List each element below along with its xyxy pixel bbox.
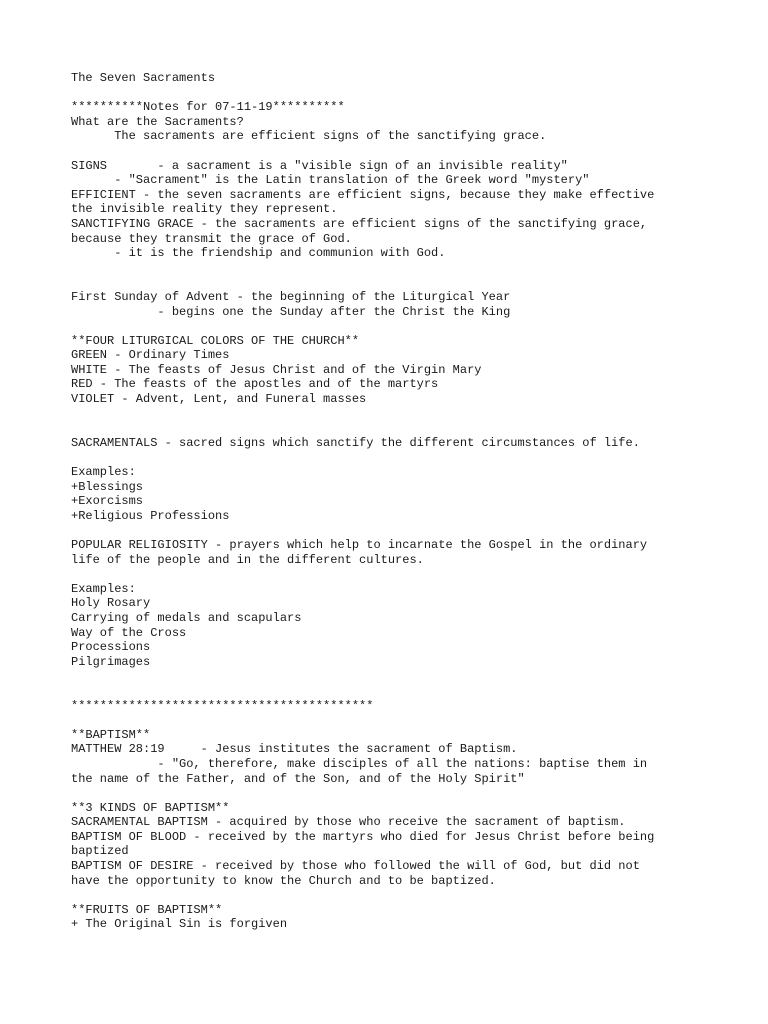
text-line: because they transmit the grace of God. (71, 231, 352, 246)
text-line: EFFICIENT - the seven sacraments are efficient signs, because they make effective (71, 187, 655, 202)
text-line: What are the Sacraments? (71, 114, 244, 129)
blank-line (71, 713, 761, 728)
text-line: Examples: (71, 465, 136, 480)
text-line: +Religious Professions (71, 508, 230, 523)
blank-line (71, 275, 761, 290)
text-line: the name of the Father, and of the Son, and of the Holy Spirit" (71, 771, 525, 786)
text-line: +Exorcisms (71, 494, 144, 509)
text-line: RED - The feasts of the apostles and of the martyrs (71, 377, 439, 392)
blank-line (71, 669, 761, 684)
blank-line (71, 261, 761, 276)
text-line: SACRAMENTAL BAPTISM - acquired by those who receive the sacrament of baptism. (71, 815, 626, 830)
text-line: The Seven Sacraments (71, 71, 216, 85)
text-line: ****************************************** (71, 698, 374, 713)
text-line: BAPTISM OF BLOOD - received by the martyrs who died for Jesus Christ before being (71, 829, 655, 844)
document-text (71, 71, 761, 932)
blank-line (71, 523, 761, 538)
blank-line (71, 144, 761, 159)
blank-line (71, 888, 761, 903)
text-line: First Sunday of Advent - the beginning of the Liturgical Year (71, 289, 511, 304)
text-line: baptized (71, 844, 129, 859)
text-line: + The Original Sin is forgiven (71, 917, 288, 932)
text-line: **********Notes for 07-11-19********** (71, 100, 345, 115)
text-line: +Blessings (71, 479, 144, 494)
text-line: - "Sacrament" is the Latin translation of the Greek word "mystery" (71, 173, 590, 188)
text-line: - "Go, therefore, make disciples of all the nations: baptise them in (71, 756, 648, 771)
text-line: SANCTIFYING GRACE - the sacraments are efficient signs of the sanctifying grace, (71, 216, 648, 231)
text-line: Carrying of medals and scapulars (71, 610, 302, 625)
text-line: Holy Rosary (71, 596, 151, 611)
text-line: **FRUITS OF BAPTISM** (71, 902, 223, 917)
text-line: Processions (71, 640, 151, 655)
text-line: Pilgrimages (71, 654, 151, 669)
blank-line (71, 319, 761, 334)
text-line: MATTHEW 28:19 - Jesus institutes the sacrament of Baptism. (71, 742, 518, 757)
text-line: POPULAR RELIGIOSITY - prayers which help to incarnate the Gospel in the ordinary (71, 538, 648, 552)
text-line: the invisible reality they represent. (71, 202, 338, 217)
text-line: VIOLET - Advent, Lent, and Funeral masses (71, 392, 367, 407)
text-line: - begins one the Sunday after the Christ the King (71, 304, 511, 319)
blank-line (71, 407, 761, 422)
text-line: GREEN - Ordinary Times (71, 348, 230, 363)
blank-line (71, 567, 761, 582)
blank-line (71, 421, 761, 436)
text-line: SIGNS - a sacrament is a "visible sign of an invisible reality" (71, 158, 568, 173)
blank-line (71, 450, 761, 465)
text-line: have the opportunity to know the Church and to be baptized. (71, 873, 496, 888)
text-line: - it is the friendship and communion with God. (71, 246, 446, 261)
text-line: life of the people and in the different cultures. (71, 552, 424, 567)
text-line: Examples: (71, 581, 136, 596)
blank-line (71, 684, 761, 699)
text-line: The sacraments are efficient signs of the sanctifying grace. (71, 129, 547, 144)
text-line: BAPTISM OF DESIRE - received by those who followed the will of God, but did not (71, 859, 640, 874)
text-line: **FOUR LITURGICAL COLORS OF THE CHURCH** (71, 333, 360, 348)
text-line: SACRAMENTALS - sacred signs which sanctify the different circumstances of life. (71, 435, 640, 450)
text-line: Way of the Cross (71, 625, 187, 640)
text-line: **BAPTISM** (71, 727, 151, 742)
blank-line (71, 786, 761, 801)
text-line: WHITE - The feasts of Jesus Christ and of the Virgin Mary (71, 362, 482, 377)
blank-line (71, 86, 761, 101)
text-line: **3 KINDS OF BAPTISM** (71, 800, 230, 815)
